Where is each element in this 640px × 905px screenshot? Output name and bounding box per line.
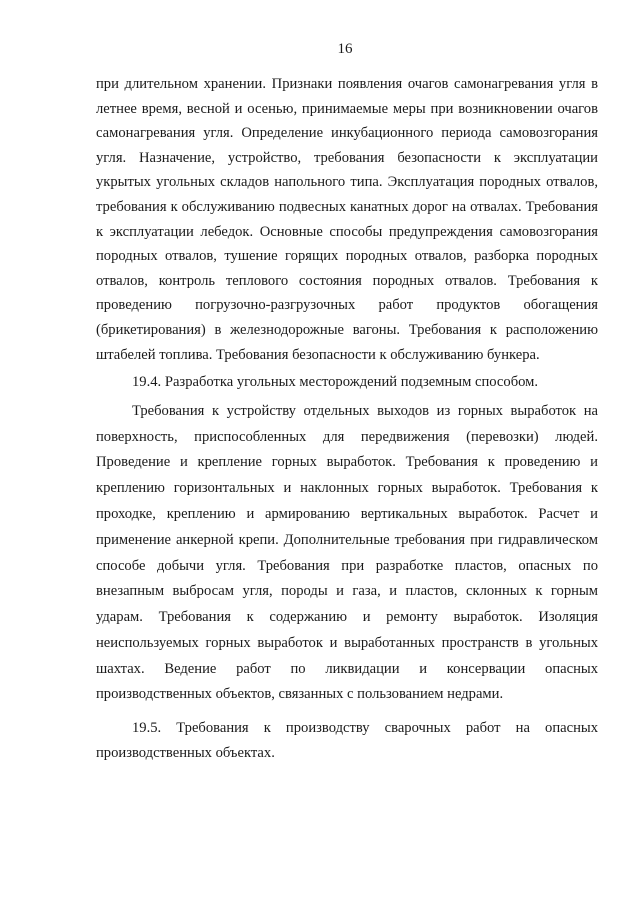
section-heading-19-4: 19.4. Разработка угольных месторождений подземным способом. bbox=[132, 374, 539, 391]
paragraph-section-19-4: Требования к устройству отдельных выходов из горных выработок на поверхность, приспособленных для передвижения (перевозки) людей. Проведение и крепление горных выработок. Требования к проведению и креплению горизонтальных и наклонных горных выработок. Требования к проходке, креплению и армированию вертикальных выработок. Расчет и применение анкерной крепи. Дополнительные требования при гидравлическом способе добычи угля. Требования при разработке пластов, опасных по внезапным выбросам угля, породы и газа, и пластов, склонных к горным ударам. Требования к содержанию и ремонту выработок. Изоляция неиспользуемых горных выработок и выработанных пространств в угольных шахтах. Ведение работ по ликвидации и консервации опасных производственных объектов, связанных с пользованием недрами. bbox=[96, 402, 598, 703]
paragraph-continuation: при длительном хранении. Признаки появления очагов самонагревания угля в летнее время, весной и осенью, принимаемые меры при возникновении очагов самонагревания угля. Определение инкубационного периода самовозгорания угля. Назначение, устройство, требования безопасности к эксплуатации укрытых угольных складов напольного типа. Эксплуатация породных отвалов, требования к обслуживанию подвесных канатных дорог на отвалах. Требования к эксплуатации лебедок. Основные способы предупреждения самовозгорания породных отвалов, тушение горящих породных отвалов, разборка породных отвалов, контроль теплового состояния породных отвалов. Требования к проведению погрузочно-разгрузочных работ продуктов обогащения (брикетирования) в железнодорожные вагоны. Требования к расположению штабелей топлива. Требования безопасности к обслуживанию бункера. bbox=[96, 76, 598, 363]
page-number: 16 bbox=[337, 41, 353, 57]
paragraph-section-19-5: 19.5. Требования к производству сварочных работ на опасных производственных объектах. bbox=[96, 720, 598, 761]
document-body bbox=[96, 72, 598, 765]
